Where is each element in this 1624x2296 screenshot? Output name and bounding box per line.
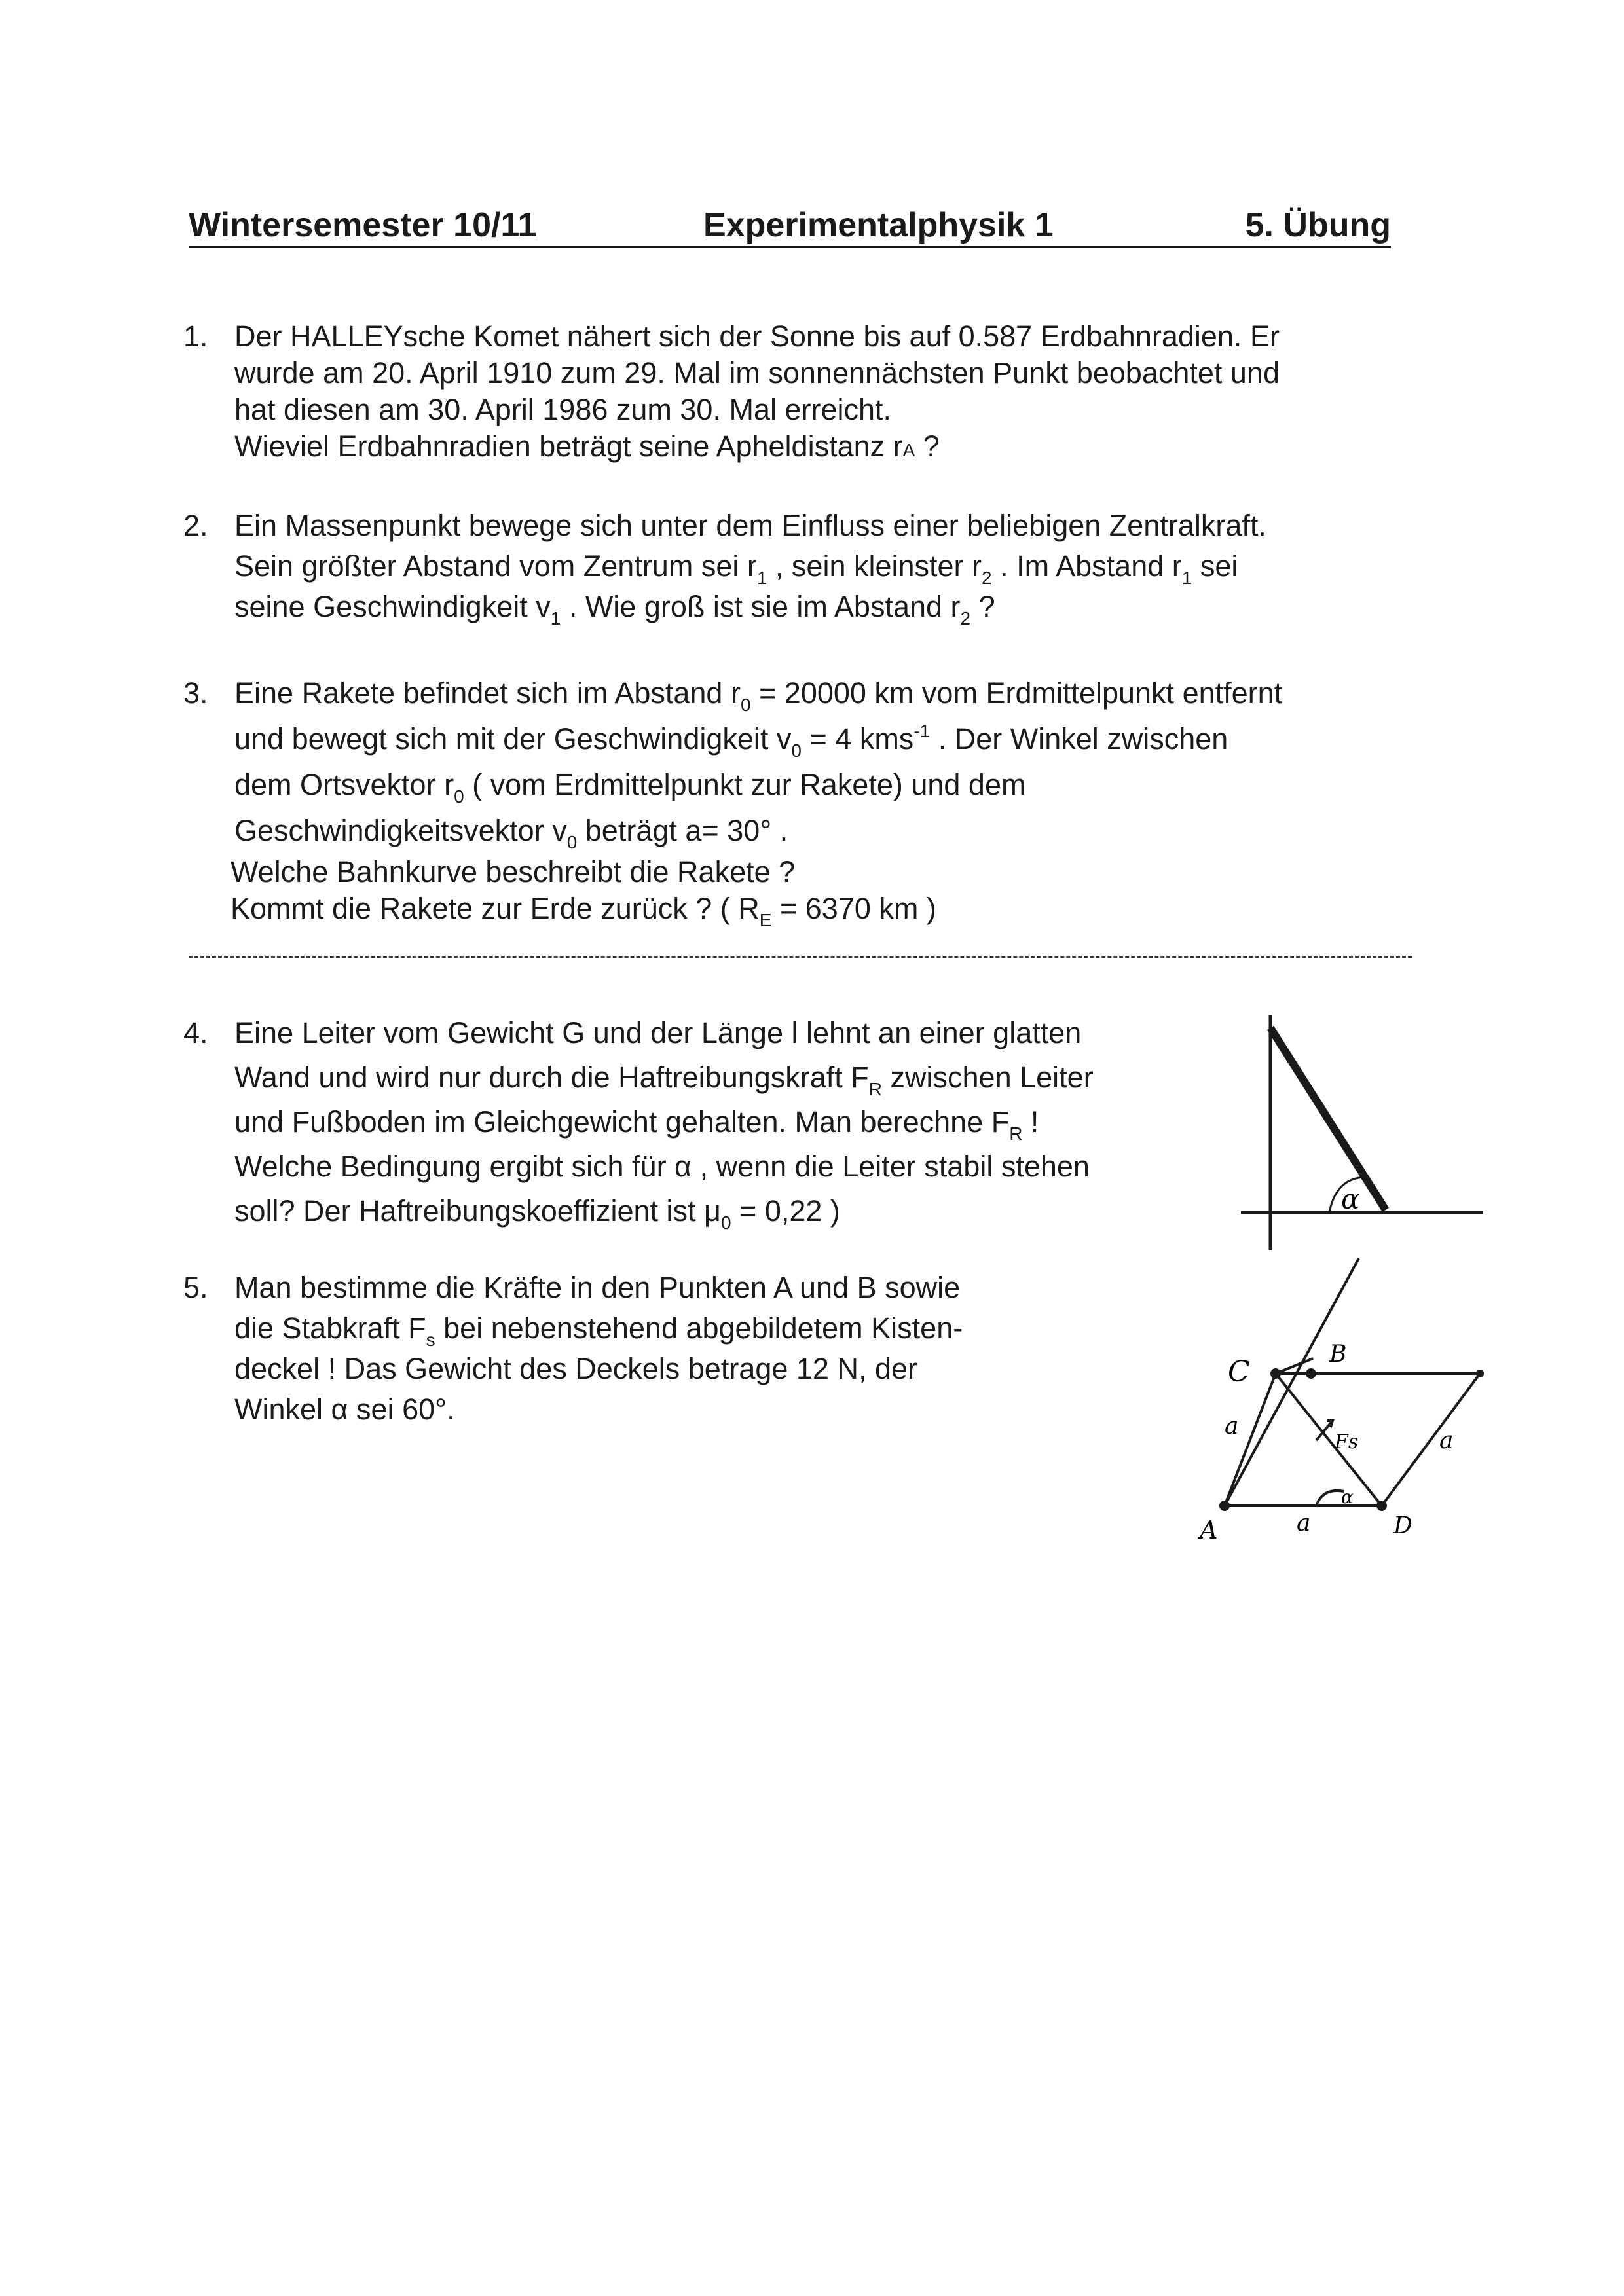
label-b-point: B — [1329, 1341, 1347, 1368]
text-line: Winkel α sei 60°. — [234, 1393, 455, 1426]
text-line: Eine Leiter vom Gewicht G und der Länge l lehnt an einer glatten — [234, 1016, 1082, 1049]
problem-number: 2. — [183, 509, 208, 542]
semester-title: Wintersemester 10/11 — [189, 206, 537, 244]
label-a-point: A — [1200, 1516, 1218, 1544]
text-line: Der HALLEYsche Komet nähert sich der Sonne bis auf 0.587 Erdbahnradien. Er — [234, 319, 1280, 353]
problem-text — [234, 505, 1266, 627]
label-side-bottom: a — [1297, 1510, 1311, 1537]
label-side-right: a — [1439, 1427, 1454, 1454]
text-line: Kommt die Rakete zur Erde zurück ? ( $R_E = 6370$ km ) — [231, 892, 936, 930]
text-line: Geschwindigkeitsvektor $v_0$ beträgt a= 30° . — [234, 814, 788, 852]
text-line: soll? Der Haftreibungskoeffizient ist $\mu_0 = 0,22$ ) — [234, 1194, 840, 1233]
text-line: und Fußboden im Gleichgewicht gehalten. Man berechne $F_R$ ! — [234, 1105, 1039, 1144]
text-line: hat diesen am 30. April 1986 zum 30. Mal erreicht. — [234, 393, 892, 426]
text-line: Sein größter Abstand vom Zentrum sei $r_1$ , sein kleinster $r_2$ . Im Abstand $r_1$ sei — [234, 549, 1238, 588]
text-line: Welche Bedingung ergibt sich für α , wenn die Leiter stabil stehen — [234, 1150, 1090, 1183]
text-line: und bewegt sich mit der Geschwindigkeit $v_0 = 4$ kms$^{-1}$ . Der Winkel zwischen — [234, 721, 1228, 761]
label-force: Fs — [1335, 1430, 1359, 1453]
angle-label: α — [1341, 1183, 1360, 1215]
text-line: die Stabkraft $F_s$ bei nebenstehend abgebildetem Kisten- — [234, 1311, 963, 1350]
text-line: Wand und wird nur durch die Haftreibungskraft $F_R$ zwischen Leiter — [234, 1061, 1094, 1099]
problem-text — [234, 1011, 1094, 1233]
dashed-separator — [189, 956, 1412, 958]
problem-text — [234, 1267, 963, 1430]
ladder-line — [1270, 1028, 1386, 1210]
text-line: wurde am 20. April 1910 zum 29. Mal im sonnennächsten Punkt beobachtet und — [234, 356, 1280, 390]
text-line: Eine Rakete befindet sich im Abstand $r_0 = 20000$ km vom Erdmittelpunkt entfernt — [234, 676, 1283, 715]
text-line: dem Ortsvektor $r_0$ ( vom Erdmittelpunkt zur Rakete) und dem — [234, 768, 1026, 807]
exercise-number: 5. Übung — [1245, 206, 1391, 244]
text-line: deckel ! Das Gewicht des Deckels betrage 12 N, der — [234, 1352, 917, 1385]
box-lid-diagram — [1185, 1244, 1493, 1545]
text-line: Ein Massenpunkt bewege sich unter dem Einfluss einer beliebigen Zentralkraft. — [234, 509, 1266, 542]
problem-number: 3. — [183, 676, 208, 710]
label-side-left: a — [1225, 1413, 1239, 1440]
problem-text — [231, 670, 1283, 930]
text-line: seine Geschwindigkeit $v_1$ . Wie groß ist sie im Abstand $r_2$ ? — [234, 590, 995, 629]
text-line: Welche Bahnkurve beschreibt die Rakete ? — [231, 855, 796, 888]
label-d-point: D — [1393, 1512, 1412, 1539]
label-c-point: C — [1228, 1355, 1250, 1389]
text-line: Wieviel Erdbahnradien beträgt seine Apheldistanz rA ? — [234, 429, 940, 463]
text-line: Man bestimme die Kräfte in den Punkten A und B sowie — [234, 1271, 961, 1304]
page-header — [189, 203, 1391, 248]
problem-number: 5. — [183, 1271, 208, 1304]
problem-number: 1. — [183, 319, 208, 353]
label-angle: α — [1341, 1486, 1354, 1508]
course-title: Experimentalphysik 1 — [703, 206, 1054, 244]
problem-number: 4. — [183, 1016, 208, 1049]
problem-text — [234, 318, 1280, 469]
ladder-diagram — [1231, 1002, 1493, 1257]
